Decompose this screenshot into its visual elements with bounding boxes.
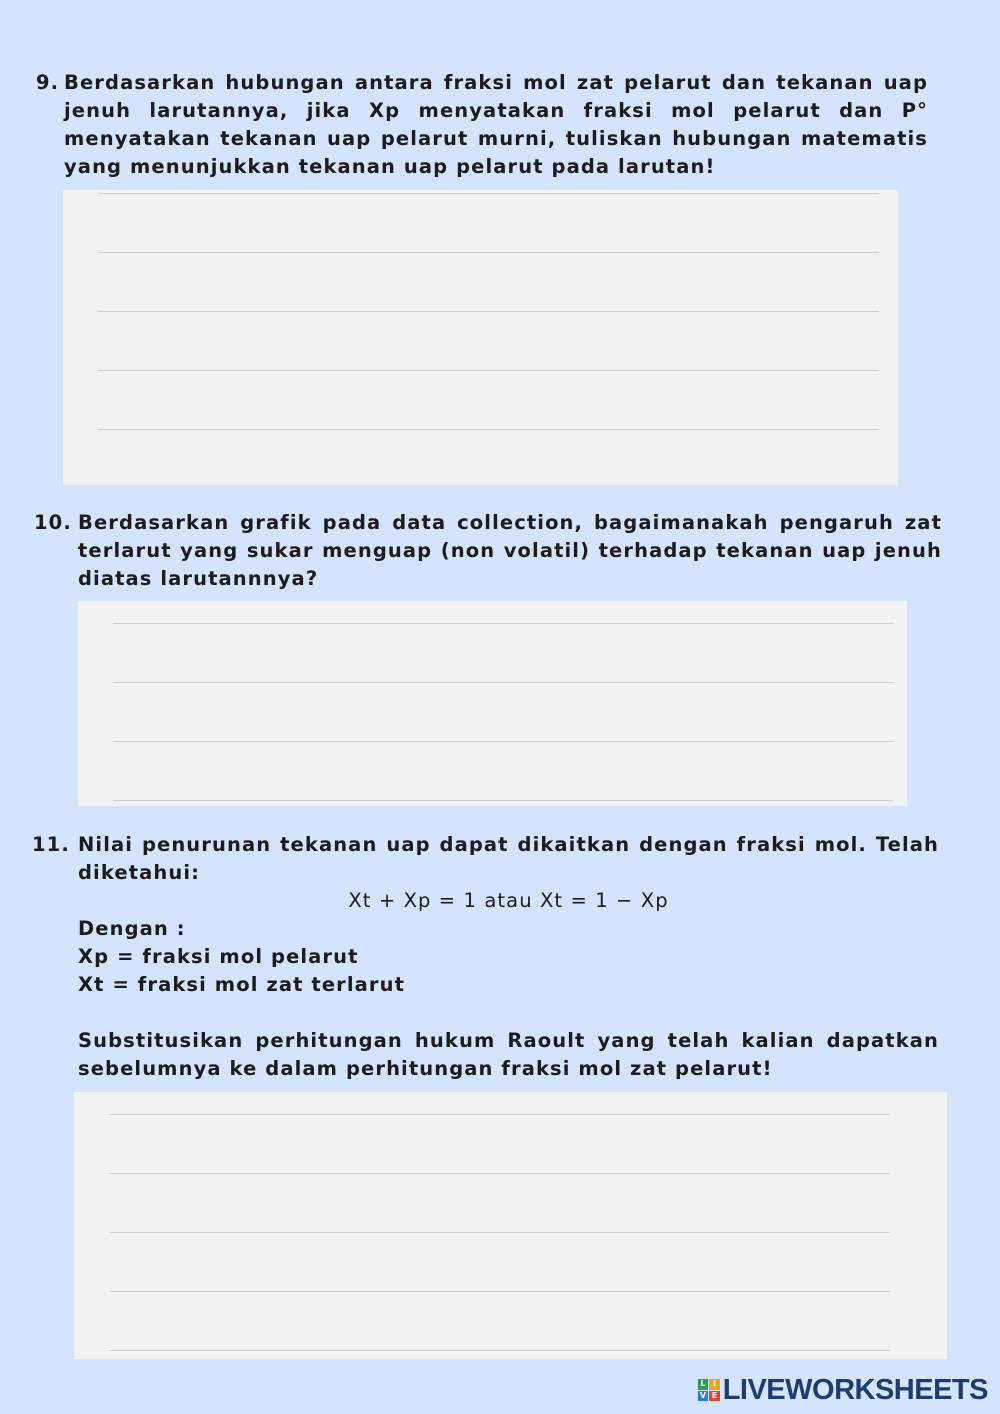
answer-box-10[interactable]: [78, 601, 907, 806]
question-10-number: 10.: [34, 511, 72, 534]
logo-letter-i: I: [709, 1379, 720, 1390]
answer-line: [109, 1291, 890, 1292]
answer-line: [98, 311, 879, 312]
question-9: [36, 69, 928, 181]
answer-line: [113, 800, 893, 801]
answer-line: [98, 193, 879, 194]
answer-line: [109, 1114, 890, 1115]
answer-line: [113, 741, 893, 742]
answer-line: [109, 1350, 890, 1351]
liveworksheets-logo: [698, 1373, 988, 1407]
logo-letter-l: L: [698, 1379, 709, 1390]
question-11-dengan: Dengan :: [78, 917, 186, 940]
question-11-def-xt: Xt = fraksi mol zat terlarut: [78, 973, 406, 996]
question-10-text: Berdasarkan grafik pada data collection, bagaimanakah pengaruh zat terlarut yang sukar menguap (non volatil) terhadap tekanan uap jenuh diatas larutannnya?: [78, 511, 942, 590]
logo-letter-e: E: [709, 1391, 720, 1402]
answer-line: [98, 370, 879, 371]
question-11-number: 11.: [32, 833, 70, 856]
answer-line: [113, 682, 893, 683]
answer-line: [113, 623, 893, 624]
question-11: [32, 831, 939, 1083]
question-11-intro: Nilai penurunan tekanan uap dapat dikaitkan dengan fraksi mol. Telah diketahui:: [78, 833, 939, 884]
question-11-def-xp: Xp = fraksi mol pelarut: [78, 945, 359, 968]
logo-letter-v: V: [698, 1391, 709, 1402]
question-11-instruction: Substitusikan perhitungan hukum Raoult yang telah kalian dapatkan sebelumnya ke dalam perhitungan fraksi mol zat pelarut!: [78, 1029, 939, 1080]
answer-box-11[interactable]: [74, 1092, 947, 1359]
question-9-text: Berdasarkan hubungan antara fraksi mol zat pelarut dan tekanan uap jenuh larutannya, jika Xp menyatakan fraksi mol pelarut dan P° menyatakan tekanan uap pelarut murni, tuliskan hubungan matematis yang menunjukkan tekanan uap pelarut pada larutan!: [64, 71, 928, 178]
answer-line: [98, 252, 879, 253]
answer-line: [109, 1232, 890, 1233]
answer-box-9[interactable]: [63, 190, 898, 485]
question-9-number: 9.: [36, 71, 60, 94]
answer-line: [98, 429, 879, 430]
answer-line: [109, 1173, 890, 1174]
question-11-equation: Xt + Xp = 1 atau Xt = 1 − Xp: [348, 889, 669, 912]
question-10: [34, 509, 942, 593]
liveworksheets-logo-icon: [698, 1379, 720, 1401]
liveworksheets-logo-text: LIVEWORKSHEETS: [722, 1373, 988, 1406]
